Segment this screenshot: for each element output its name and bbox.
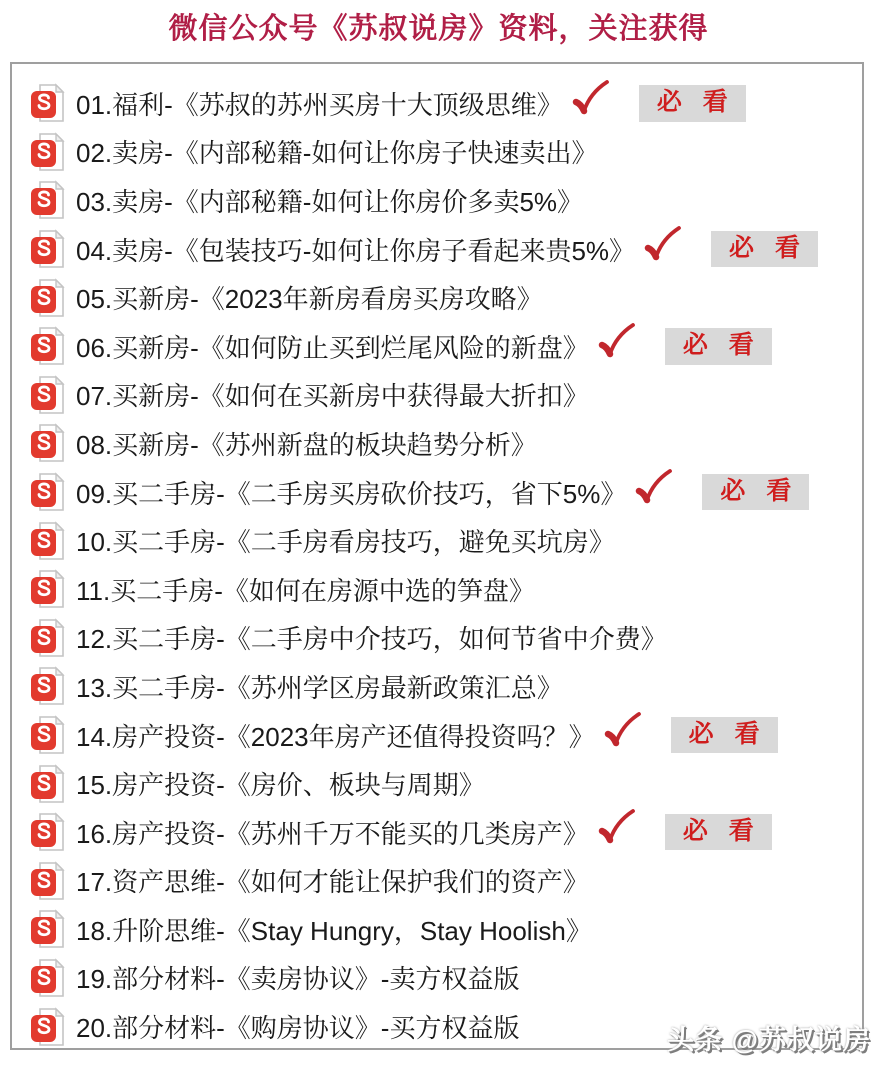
list-item-text: 02.卖房-《内部秘籍-如何让你房子快速卖出》 [76, 138, 598, 169]
list-item [30, 662, 862, 711]
must-read-badge: 必 看 [665, 328, 772, 365]
checkmark-icon [632, 467, 674, 509]
document-link-icon [30, 568, 66, 610]
list-item [30, 759, 862, 808]
checkmark-icon [595, 321, 637, 363]
document-link-icon [30, 665, 66, 707]
list-item [30, 128, 862, 177]
watermark: 头条 @苏叔说房 [667, 1025, 871, 1055]
document-link-icon [30, 1006, 66, 1048]
document-link-icon [30, 82, 66, 124]
list-item [30, 419, 862, 468]
document-link-icon [30, 908, 66, 950]
must-read-badge: 必 看 [702, 474, 809, 511]
document-link-icon [30, 374, 66, 416]
must-read-badge: 必 看 [711, 231, 818, 268]
list-item-text: 04.卖房-《包装技巧-如何让你房子看起来贵5%》 [76, 235, 636, 266]
document-link-icon [30, 228, 66, 270]
list-item [30, 176, 862, 225]
document-link-icon [30, 179, 66, 221]
list-item-text: 13.买二手房-《苏州学区房最新政策汇总》 [76, 672, 563, 703]
list-item-text: 10.买二手房-《二手房看房技巧，避免买坑房》 [76, 527, 615, 558]
list-item-text: 06.买新房-《如何防止买到烂尾风险的新盘》 [76, 332, 589, 363]
document-link-icon [30, 957, 66, 999]
document-link-icon [30, 763, 66, 805]
list-item-text: 14.房产投资-《2023年房产还值得投资吗？》 [76, 721, 595, 752]
document-link-icon [30, 520, 66, 562]
must-read-badge: 必 看 [639, 85, 746, 122]
document-link-icon [30, 131, 66, 173]
list-item-text: 07.买新房-《如何在买新房中获得最大折扣》 [76, 381, 589, 412]
list-item [30, 79, 862, 128]
list-item [30, 614, 862, 663]
page-title: 微信公众号《苏叔说房》资料，关注获得 [168, 13, 709, 45]
list-item [30, 711, 862, 760]
list-item [30, 516, 862, 565]
list-item-text: 08.买新房-《苏州新盘的板块趋势分析》 [76, 429, 537, 460]
list-item [30, 808, 862, 857]
list-item [30, 225, 862, 274]
list-item [30, 273, 862, 322]
list-item [30, 468, 862, 517]
list-item-text: 03.卖房-《内部秘籍-如何让你房价多卖5%》 [76, 186, 584, 217]
list-item-text: 09.买二手房-《二手房买房砍价技巧，省下5%》 [76, 478, 627, 509]
document-link-icon [30, 714, 66, 756]
list-item [30, 857, 862, 906]
list-item-text: 16.房产投资-《苏州千万不能买的几类房产》 [76, 818, 589, 849]
document-link-icon [30, 277, 66, 319]
must-read-badge: 必 看 [665, 814, 772, 851]
list-item [30, 371, 862, 420]
checkmark-icon [641, 224, 683, 266]
list-item-text: 12.买二手房-《二手房中介技巧，如何节省中介费》 [76, 624, 667, 655]
document-link-icon [30, 811, 66, 853]
list-item-text: 15.房产投资-《房价、板块与周期》 [76, 770, 485, 801]
list-item-text: 19.部分材料-《卖房协议》-卖方权益版 [76, 964, 520, 995]
document-link-icon [30, 422, 66, 464]
document-link-icon [30, 325, 66, 367]
resource-list-panel [10, 62, 864, 1050]
list-item [30, 954, 862, 1003]
list-item-text: 18.升阶思维-《Stay Hungry，Stay Hoolish》 [76, 915, 592, 946]
list-item [30, 565, 862, 614]
checkmark-icon [569, 78, 611, 120]
document-link-icon [30, 471, 66, 513]
document-link-icon [30, 860, 66, 902]
checkmark-icon [595, 807, 637, 849]
checkmark-icon [601, 710, 643, 752]
list-item-text: 05.买新房-《2023年新房看房买房攻略》 [76, 284, 543, 315]
list-item [30, 905, 862, 954]
document-link-icon [30, 617, 66, 659]
list-item-text: 01.福利-《苏叔的苏州买房十大顶级思维》 [76, 89, 563, 120]
list-item-text: 17.资产思维-《如何才能让保护我们的资产》 [76, 867, 589, 898]
list-item-text: 20.部分材料-《购房协议》-买方权益版 [76, 1013, 520, 1044]
list-item [30, 322, 862, 371]
list-item-text: 11.买二手房-《如何在房源中选的笋盘》 [76, 575, 535, 606]
must-read-badge: 必 看 [671, 717, 778, 754]
